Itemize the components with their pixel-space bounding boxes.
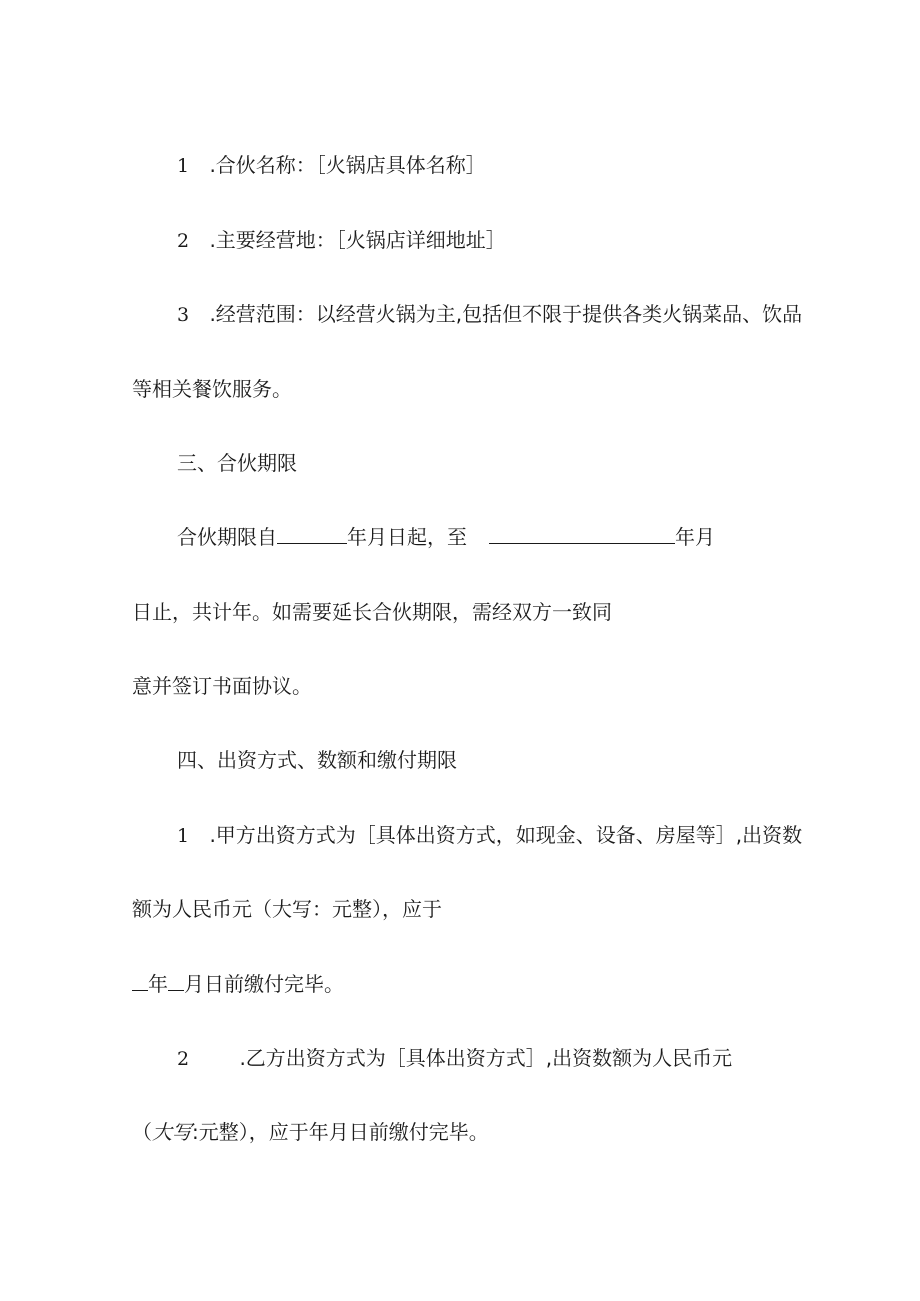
section-heading-partnership-term: 三、合伙期限 — [177, 451, 297, 475]
investment-text: :元整），应于年月日前缴付完毕。 — [192, 1120, 489, 1144]
investment-text: 月日前缴付完毕。 — [184, 972, 344, 996]
term-text: 年月日起，至 — [347, 525, 467, 549]
blank-underline — [132, 972, 148, 991]
term-sentence-line1 — [177, 525, 715, 549]
blank-underline — [168, 972, 184, 991]
item-number: 2 — [177, 1048, 190, 1070]
investment-text: （ — [132, 1120, 152, 1144]
item-text: .主要经营地：［火锅店详细地址］ — [209, 228, 506, 252]
item-business-scope — [177, 302, 802, 327]
item-text: .合伙名称：［火锅店具体名称］ — [209, 153, 486, 177]
investment-party-b-line2 — [132, 1120, 489, 1144]
term-sentence-line2: 日止，共计年。如需要延长合伙期限，需经双方一致同 — [132, 600, 612, 624]
term-text: 年月 — [675, 525, 715, 549]
item-text: .甲方出资方式为［具体出资方式，如现金、设备、房屋等］,出资数 — [209, 823, 803, 847]
item-number: 1 — [177, 825, 190, 847]
blank-underline — [489, 525, 675, 544]
blank-underline — [277, 525, 347, 544]
item-number: 3 — [177, 304, 190, 326]
item-number: 2 — [177, 230, 190, 252]
investment-party-b — [177, 1046, 732, 1071]
investment-party-a — [177, 823, 802, 848]
investment-party-a-line2: 额为人民币元（大写：元整），应于 — [132, 897, 442, 921]
item-number: 1 — [177, 155, 190, 177]
item-business-location — [177, 228, 506, 253]
item-partnership-name — [177, 153, 486, 178]
item-business-scope-continued: 等相关餐饮服务。 — [132, 377, 292, 401]
investment-text-italic: 大写 — [152, 1120, 192, 1144]
item-text: .乙方出资方式为［具体出资方式］,出资数额为人民币元 — [239, 1046, 733, 1070]
section-heading-investment: 四、出资方式、数额和缴付期限 — [177, 748, 457, 772]
investment-party-a-line3 — [132, 972, 344, 996]
term-sentence-line3: 意并签订书面协议。 — [132, 674, 312, 698]
item-text: .经营范围：以经营火锅为主,包括但不限于提供各类火锅菜品、饮品 — [209, 302, 803, 326]
investment-text: 年 — [148, 972, 168, 996]
term-text: 合伙期限自 — [177, 525, 277, 549]
